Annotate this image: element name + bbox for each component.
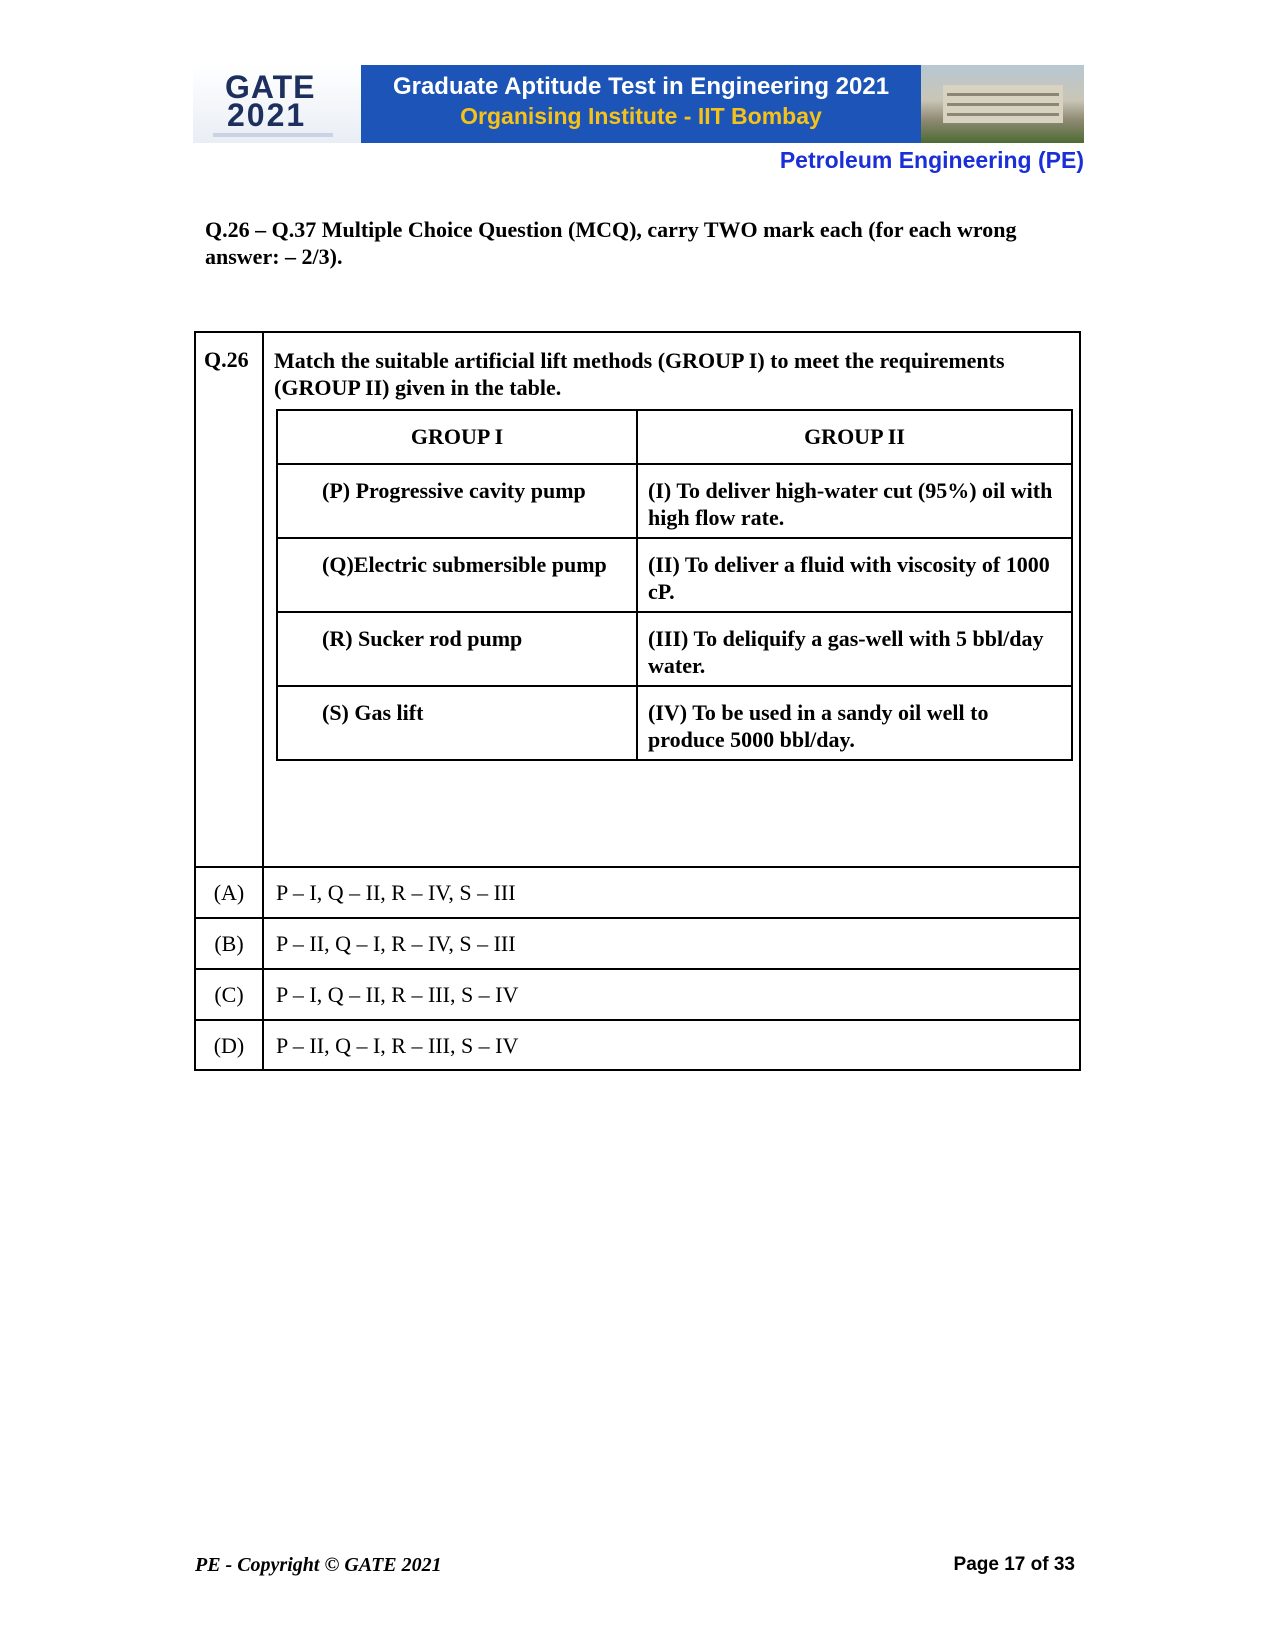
table-row [277,686,1072,760]
option-d-row[interactable] [196,1019,1079,1070]
header-banner [193,65,1084,143]
group-1-item: (R) Sucker rod pump [322,626,523,651]
group-2-header: GROUP II [637,410,1072,464]
group-1-cell [277,686,637,760]
subject-title: Petroleum Engineering (PE) [779,147,1084,173]
group-2-cell: (II) To deliver a fluid with viscosity of 1000 cP. [637,538,1072,612]
table-row [277,612,1072,686]
match-table [276,409,1073,761]
gate-logo [193,65,361,143]
table-row [277,538,1072,612]
building-window-row [947,103,1059,106]
question-number: Q.26 [204,347,249,372]
banner-title: Graduate Aptitude Test in Engineering 2021 [392,73,890,100]
match-table-header [277,410,1072,464]
group-2-cell: (I) To deliver high-water cut (95%) oil with high flow rate. [637,464,1072,538]
option-label: (A) [196,868,264,917]
table-row [277,464,1072,538]
option-label: (C) [196,970,264,1019]
banner-subtitle: Organising Institute - IIT Bombay [460,103,822,129]
question-text: Match the suitable artificial lift methods (GROUP I) to meet the requirements (GROUP II) given in the table. [274,348,1005,400]
group-2-cell: (III) To deliquify a gas-well with 5 bbl/day water. [637,612,1072,686]
institute-building-photo [921,65,1084,143]
logo-strip [213,133,333,137]
option-text: P – I, Q – II, R – III, S – IV [276,982,519,1007]
option-label: (B) [196,919,264,968]
group-1-item: (P) Progressive cavity pump [322,478,586,503]
option-c-row[interactable] [196,968,1079,1019]
group-1-cell [277,612,637,686]
footer-copyright: PE - Copyright © GATE 2021 [195,1554,442,1576]
question-number-column [196,333,264,866]
section-instructions: Q.26 – Q.37 Multiple Choice Question (MCQ), carry TWO mark each (for each wrong answer: – 2/3). [205,217,1017,269]
option-a-row[interactable] [196,866,1079,917]
option-text: P – II, Q – I, R – IV, S – III [276,931,516,956]
logo-year-text: 2021 [227,97,307,133]
group-1-cell [277,538,637,612]
banner-title-block [361,65,921,143]
building-window-row [947,93,1059,96]
group-1-header: GROUP I [277,410,637,464]
group-1-item: (Q)Electric submersible pump [322,552,607,577]
group-1-cell [277,464,637,538]
question-table [194,331,1081,1071]
option-label: (D) [196,1021,264,1070]
option-text: P – II, Q – I, R – III, S – IV [276,1033,519,1058]
option-b-row[interactable] [196,917,1079,968]
option-text: P – I, Q – II, R – IV, S – III [276,880,516,905]
logo-gate-text: GATE [225,69,316,105]
building-window-row [947,113,1059,116]
group-2-cell: (IV) To be used in a sandy oil well to produce 5000 bbl/day. [637,686,1072,760]
group-1-item: (S) Gas lift [322,700,424,725]
footer-page-number: Page 17 of 33 [953,1554,1075,1575]
